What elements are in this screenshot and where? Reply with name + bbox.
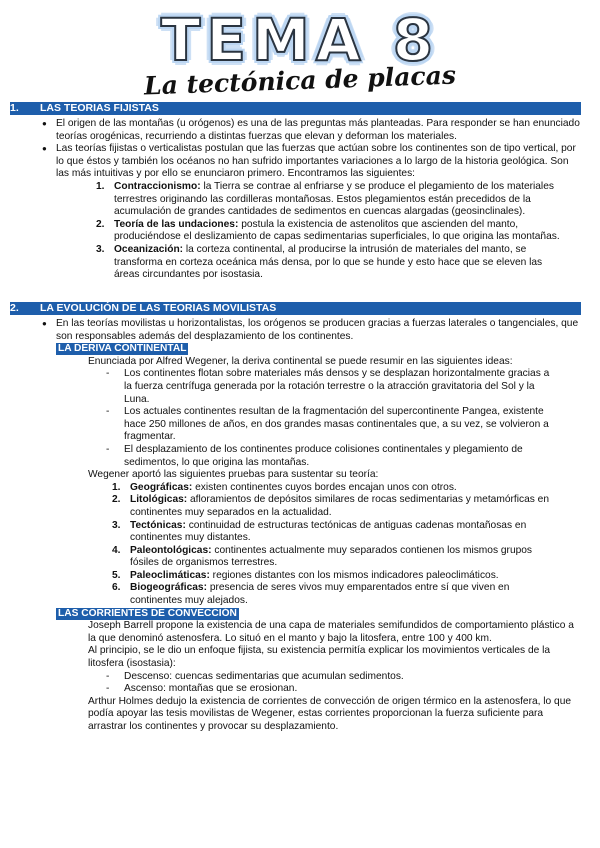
page-title: TEMA 8 — [160, 6, 440, 74]
deriva-heading: LA DERIVA CONTINENTAL — [58, 343, 187, 355]
fijistas-item: 3. Oceanización: la corteza continental, al producirse la intrusión de materiales del manto, se transforma en corteza oceánica más densa, por lo que se hunde y esto hace que se eleven las áreas circundantes por isostasia. — [96, 243, 543, 281]
proof-item: 2. Litológicas: afloramientos de depósitos similares de rocas sedimentarias y metamórficas en continentes muy separados en la actualidad. — [112, 494, 549, 518]
corrientes-heading: LAS CORRIENTES DE CONVECCIÓN — [58, 607, 237, 619]
list-item: - Ascenso: montañas que se erosionan. — [106, 683, 298, 695]
corrientes-para-1: Joseph Barrell propone la existencia de una capa de materiales semifundidos de comportamiento plástico a la que denominó astenosfera. Lo situó en el manto y bajo la litosfera, entre 100 y 400 km. — [88, 620, 574, 644]
section-1-body — [40, 118, 580, 282]
deriva-ideas — [88, 368, 558, 469]
list-item: - Los actuales continentes resultan de la fragmentación del supercontinente Pangea, existente hace 250 millones de años, en dos grandes masas continentales que, a su vez, se volvieron a fragmentar. — [106, 406, 549, 443]
section-1-title: LAS TEORIAS FIJISTAS — [40, 102, 159, 114]
corrientes-para-2: Al principio, se le dio un enfoque fijista, su existencia permitía explicar los movimientos verticales de la litosfera (isostasia): — [88, 645, 551, 670]
list-item: - Descenso: cuencas sedimentarias que acumulan sedimentos. — [106, 670, 404, 682]
proof-item: 6. Biogeográficas: presencia de seres vivos muy emparentados entre sí que viven en continentes muy alejados. — [112, 582, 510, 607]
section-2-title: LA EVOLUCIÓN DE LAS TEORIAS MOVILISTAS — [40, 302, 277, 314]
proof-item: 5. Paleoclimáticas: regiones distantes con los mismos indicadores paleoclimáticos. — [112, 569, 499, 581]
fijistas-item: 1. Contraccionismo: la Tierra se contrae al enfriarse y se produce el plegamiento de los materiales terrestres originando las cordilleras montañosas. Estos plegamientos están precedidos de la acumulación de grandes cantidades de sedimentos en cuencas alargadas (geosinclinales). — [96, 180, 554, 218]
deriva-section — [56, 343, 580, 607]
section-2-bullet-1: ● En las teorías movilistas u horizontalistas, los orógenos se producen gracias a fuerzas laterales o tangenciales, que son responsables además del desplazamiento de los continentes. — [40, 318, 580, 343]
page-subtitle: La tectónica de placas — [143, 60, 457, 101]
fijistas-item: 2. Teoría de las undaciones: postula la existencia de astenolitos que ascienden del manto, produciéndose el deslizamiento de capas sedimentarias superficiales, lo que origina las montañas. — [96, 218, 560, 243]
section-1-bullet-2: ● Las teorías fijistas o verticalistas postulan que las fuerzas que actúan sobre los continentes son de tipo vertical, por lo que éstos y también los océanos no han sufrido importantes variaciones a lo largo de la historia geológica. Son las más intuitivas y por ello se enunciaron primero. Encontramos las siguientes: — [40, 143, 580, 181]
section-2-number: 2. — [10, 302, 19, 314]
section-1-number: 1. — [10, 102, 19, 114]
section-1-header — [10, 102, 581, 115]
section-2-body — [40, 318, 580, 734]
list-item: - El desplazamiento de los continentes produce colisiones continentales y plegamiento de sedimentos, lo que origina las montañas. — [106, 443, 523, 468]
title-block — [0, 6, 600, 102]
list-item: - Los continentes flotan sobre materiales más densos y se desplazan horizontalmente gracias a la fuerza centrífuga generada por la rotación terrestre o la atracción gravitatoria del Sol y la Luna. — [106, 368, 550, 405]
deriva-intro: Enunciada por Alfred Wegener, la deriva continental se puede resumir en las siguientes ideas: — [88, 355, 513, 367]
proof-item: 3. Tectónicas: continuidad de estructuras tectónicas de antiguas cadenas montañosas en continentes muy distantes. — [112, 519, 527, 544]
fijistas-list — [96, 181, 566, 282]
corrientes-para-3: Arthur Holmes dedujo la existencia de corrientes de convección de origen térmico en la astenosfera, lo que podía apoyar las tesis movilistas de Wegener, estas corrientes proporcionan la fuerza suficiente para arrastrar los continentes y provocar su desplazamiento. — [88, 695, 572, 732]
proofs-list — [112, 482, 562, 608]
corrientes-section — [56, 608, 580, 734]
section-2-header — [10, 302, 581, 315]
proof-item: 1. Geográficas: existen continentes cuyos bordes encajan unos con otros. — [112, 481, 457, 493]
proofs-intro: Wegener aportó las siguientes pruebas para sustentar su teoría: — [88, 469, 379, 481]
section-1-bullet-1: ● El origen de las montañas (u orógenos) es una de las preguntas más planteadas. Para responder se han enunciado teorías orogénicas, recurriendo a distintas fuerzas que elevan y deforman los materiales. — [40, 118, 580, 143]
proof-item: 4. Paleontológicas: continentes actualmente muy separados contienen los mismos grupos fósiles de organismos terrestres. — [112, 544, 533, 569]
corrientes-items — [88, 671, 558, 696]
